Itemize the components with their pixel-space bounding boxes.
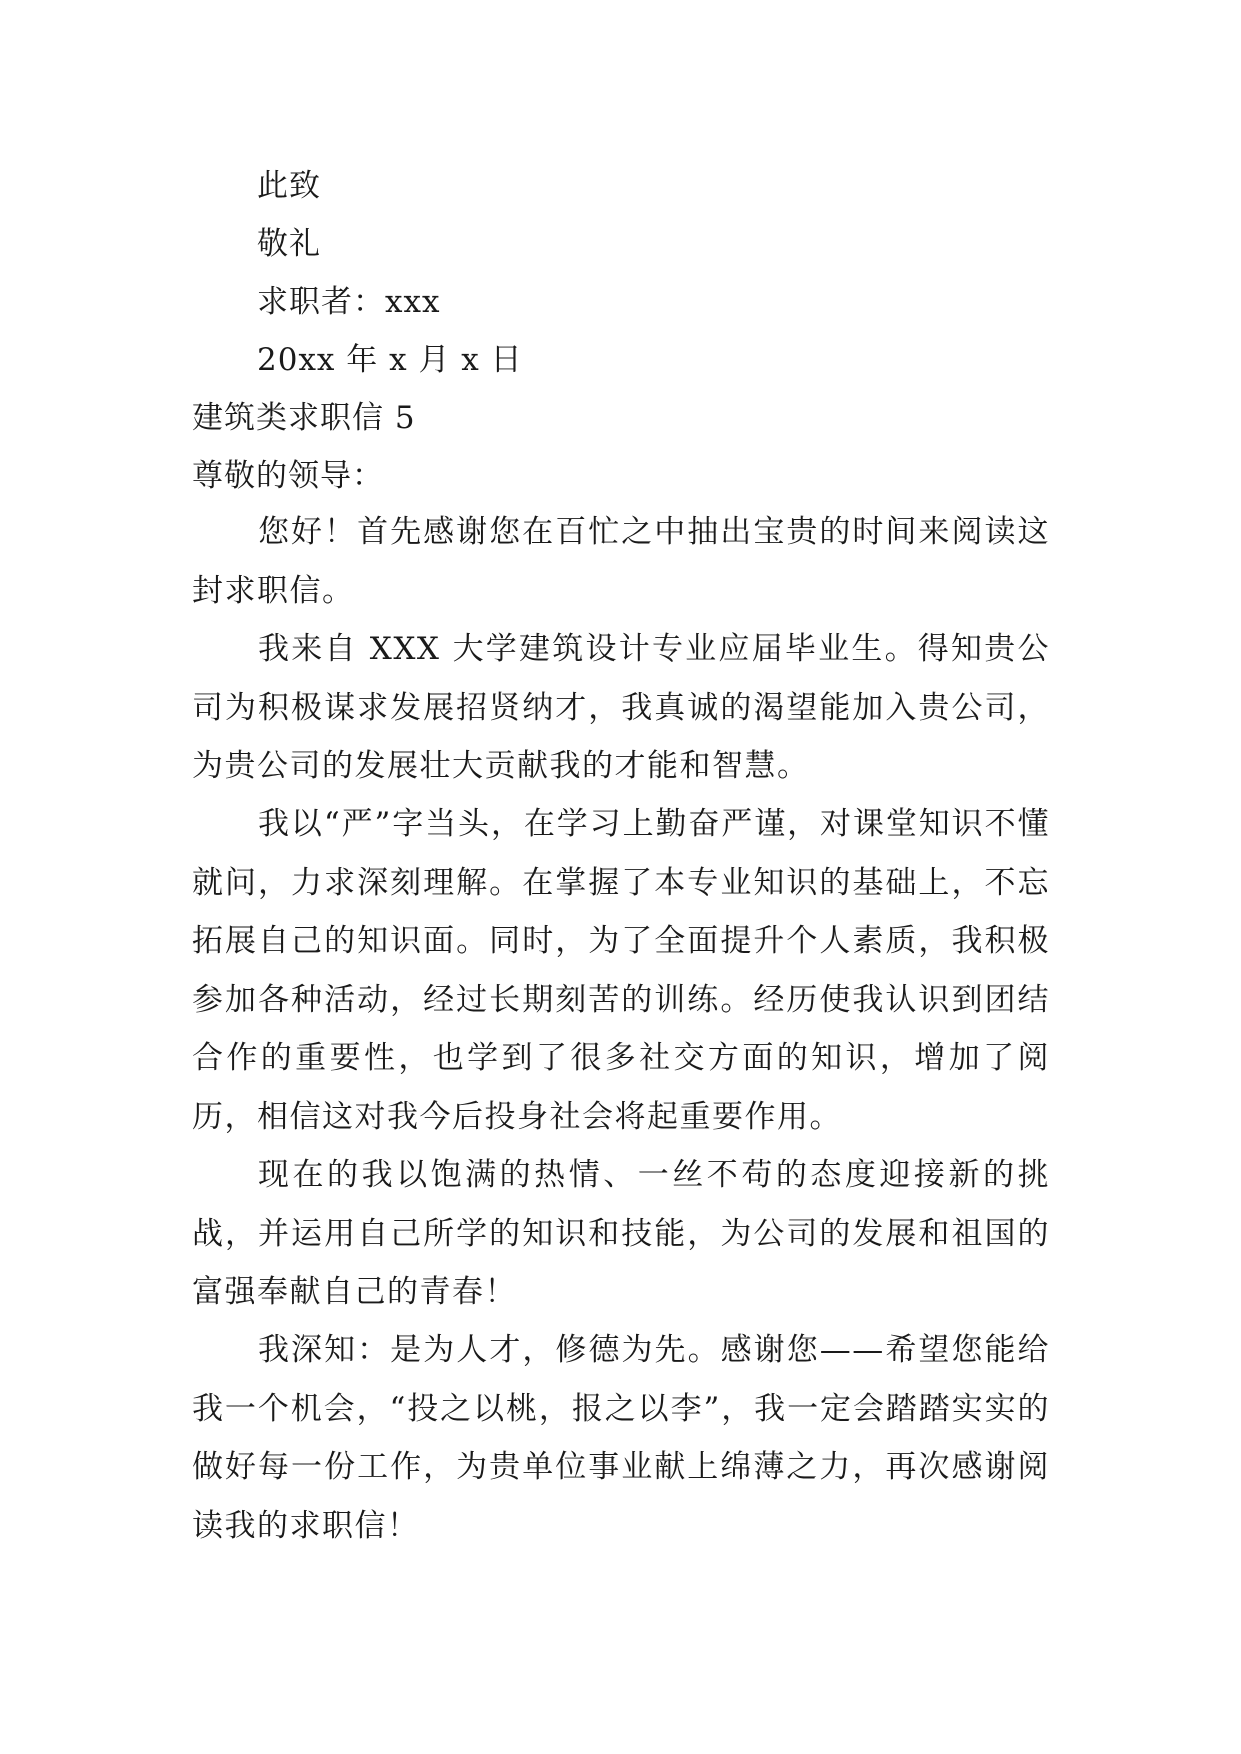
- paragraph: 现在的我以饱满的热情、一丝不苟的态度迎接新的挑战，并运用自己所学的知识和技能，为公司的发展和祖国的富强奉献自己的青春！: [192, 1157, 1050, 1310]
- paragraph: 我来自 XXX 大学建筑设计专业应届毕业生。得知贵公司为积极谋求发展招贤纳才，我真诚的渴望能加入贵公司，为贵公司的发展壮大贡献我的才能和智慧。: [192, 631, 1050, 784]
- letter-greeting: 尊敬的领导：: [192, 458, 384, 494]
- closing-date: 20xx 年 x 月 x 日: [257, 342, 523, 378]
- closing-salute: 此致: [257, 168, 321, 204]
- paragraph: 我深知：是为人才，修德为先。感谢您——希望您能给我一个机会，“投之以桃，报之以李”，我一定会踏踏实实的做好每一份工作，为贵单位事业献上绵薄之力，再次感谢阅读我的求职信！: [192, 1332, 1050, 1544]
- letter-title: 建筑类求职信 5: [192, 400, 416, 436]
- closing-signer: 求职者：xxx: [257, 284, 441, 320]
- paragraph: 您好！首先感谢您在百忙之中抽出宝贵的时间来阅读这封求职信。: [192, 514, 1050, 609]
- paragraph: 我以“严”字当头，在学习上勤奋严谨，对课堂知识不懂就问，力求深刻理解。在掌握了本专业知识的基础上，不忘拓展自己的知识面。同时，为了全面提升个人素质，我积极参加各种活动，经过长期刻苦的训练。经历使我认识到团结合作的重要性，也学到了很多社交方面的知识，增加了阅历，相信这对我今后投身社会将起重要作用。: [192, 806, 1050, 1135]
- closing-regards: 敬礼: [257, 226, 321, 262]
